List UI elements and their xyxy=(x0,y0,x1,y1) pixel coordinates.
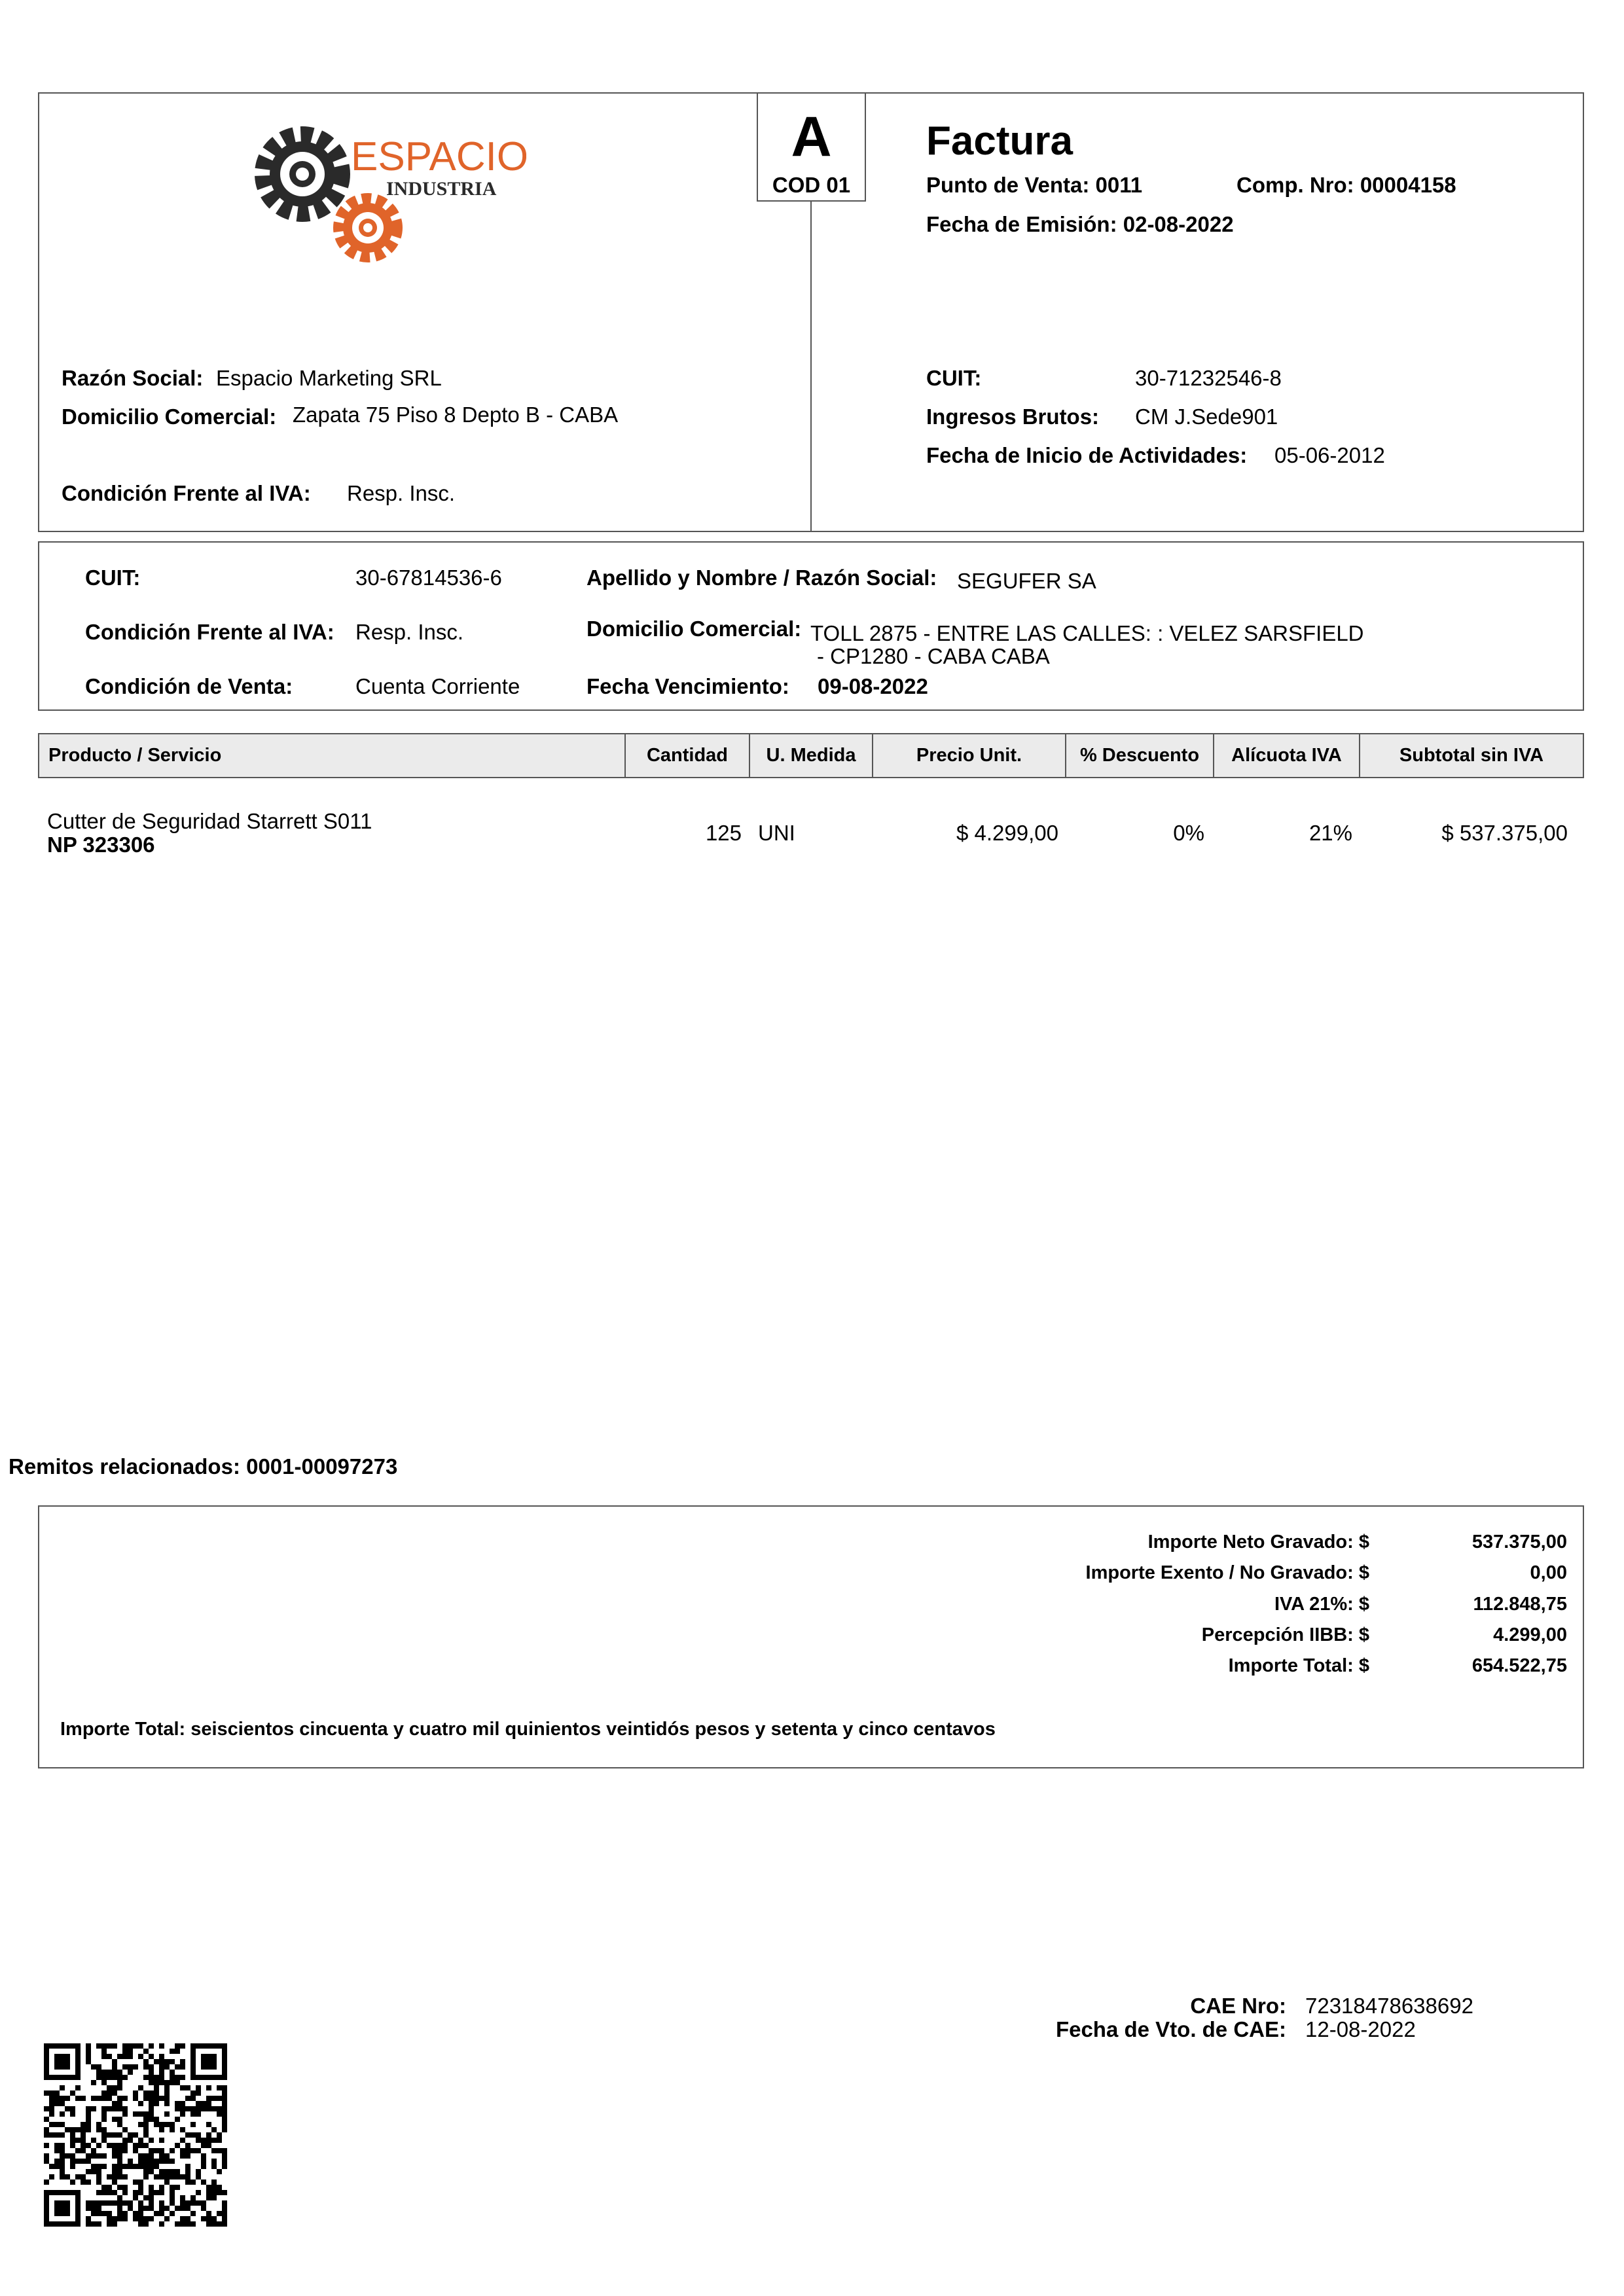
total-label-iva: IVA 21%: $ xyxy=(1274,1594,1369,1615)
row-precio: $ 4.299,00 xyxy=(956,821,1058,845)
col-descuento xyxy=(1065,733,1214,778)
col-cantidad-label: Cantidad xyxy=(646,745,729,766)
venta-label: Condición de Venta: xyxy=(85,674,293,698)
razon-social-label: Razón Social: xyxy=(62,366,204,390)
cae-nro-value: 72318478638692 xyxy=(1305,1994,1473,2018)
fecha-emision: Fecha de Emisión: 02-08-2022 xyxy=(926,212,1234,236)
row-codigo: NP 323306 xyxy=(47,833,155,857)
total-value-exento: 0,00 xyxy=(1530,1562,1567,1583)
client-domicilio-line2: - CP1280 - CABA CABA xyxy=(817,644,1050,668)
total-label-iibb: Percepción IIBB: $ xyxy=(1201,1624,1369,1645)
row-unidad: UNI xyxy=(758,821,795,845)
client-cuit-value: 30-67814536-6 xyxy=(355,565,502,590)
venta-value: Cuenta Corriente xyxy=(355,674,520,698)
remitos-relacionados: Remitos relacionados: 0001-00097273 xyxy=(9,1454,398,1479)
cae-nro-label: CAE Nro: xyxy=(1190,1994,1286,2018)
company-logo xyxy=(251,122,526,266)
domicilio-label: Domicilio Comercial: xyxy=(62,404,277,429)
issuer-cuit-label: CUIT: xyxy=(926,366,982,390)
total-value-iva: 112.848,75 xyxy=(1473,1594,1567,1615)
invoice-letter: A xyxy=(791,105,832,168)
row-subtotal: $ 537.375,00 xyxy=(1441,821,1568,845)
col-subtotal-label: Subtotal sin IVA xyxy=(1399,745,1544,766)
col-descuento-label: % Descuento xyxy=(1079,745,1200,766)
row-alicuota: 21% xyxy=(1308,821,1352,845)
document-title: Factura xyxy=(926,118,1073,164)
client-domicilio-label: Domicilio Comercial: xyxy=(586,617,802,641)
client-iva-label: Condición Frente al IVA: xyxy=(85,620,334,644)
total-label-neto: Importe Neto Gravado: $ xyxy=(1147,1532,1369,1552)
venc-label: Fecha Vencimiento: xyxy=(586,674,789,698)
row-descuento: 0% xyxy=(1173,821,1204,845)
iibb-label: Ingresos Brutos: xyxy=(926,404,1100,429)
cae-vto-label: Fecha de Vto. de CAE: xyxy=(1055,2017,1286,2041)
header-divider xyxy=(810,200,812,532)
iva-label: Condición Frente al IVA: xyxy=(62,481,311,505)
col-unidad xyxy=(749,733,873,778)
col-precio xyxy=(872,733,1066,778)
row-producto: Cutter de Seguridad Starrett S011 xyxy=(47,809,372,833)
client-nombre-label: Apellido y Nombre / Razón Social: xyxy=(586,565,937,590)
punto-de-venta: Punto de Venta: 0011 xyxy=(926,173,1143,197)
inicio-value: 05-06-2012 xyxy=(1274,443,1385,467)
total-label-total: Importe Total: $ xyxy=(1228,1655,1369,1676)
domicilio-value: Zapata 75 Piso 8 Depto B - CABA xyxy=(293,403,619,427)
total-value-iibb: 4.299,00 xyxy=(1493,1624,1567,1645)
col-producto xyxy=(38,733,626,778)
iva-value: Resp. Insc. xyxy=(347,481,456,505)
cae-vto-value: 12-08-2022 xyxy=(1305,2017,1416,2041)
client-nombre-value: SEGUFER SA xyxy=(957,569,1096,593)
svg-text:ESPACIO: ESPACIO xyxy=(351,134,526,179)
total-label-exento: Importe Exento / No Gravado: $ xyxy=(1085,1562,1369,1583)
client-domicilio-line1: TOLL 2875 - ENTRE LAS CALLES: : VELEZ SARSFIELD xyxy=(810,621,1364,645)
svg-text:INDUSTRIA: INDUSTRIA xyxy=(386,178,497,200)
col-producto-label: Producto / Servicio xyxy=(48,745,222,766)
invoice-code: COD 01 xyxy=(772,173,851,197)
col-cantidad xyxy=(624,733,750,778)
total-value-neto: 537.375,00 xyxy=(1471,1532,1567,1552)
row-cantidad: 125 xyxy=(705,821,742,845)
iibb-value: CM J.Sede901 xyxy=(1135,404,1278,429)
gears-icon xyxy=(251,122,526,266)
col-alicuota xyxy=(1213,733,1360,778)
comp-nro: Comp. Nro: 00004158 xyxy=(1236,173,1456,197)
qr-code xyxy=(44,2043,227,2227)
total-in-words: Importe Total: seiscientos cincuenta y cuatro mil quinientos veintidós pesos y setenta y cinco centavos xyxy=(60,1719,996,1740)
col-alicuota-label: Alícuota IVA xyxy=(1231,745,1342,766)
issuer-cuit-value: 30-71232546-8 xyxy=(1135,366,1282,390)
col-unidad-label: U. Medida xyxy=(766,745,856,766)
client-iva-value: Resp. Insc. xyxy=(355,620,464,644)
col-subtotal xyxy=(1359,733,1584,778)
inicio-label: Fecha de Inicio de Actividades: xyxy=(926,443,1248,467)
razon-social-value: Espacio Marketing SRL xyxy=(216,366,442,390)
total-value-total: 654.522,75 xyxy=(1471,1655,1567,1676)
client-cuit-label: CUIT: xyxy=(85,565,141,590)
venc-value: 09-08-2022 xyxy=(818,674,928,698)
col-precio-label: Precio Unit. xyxy=(916,745,1022,766)
